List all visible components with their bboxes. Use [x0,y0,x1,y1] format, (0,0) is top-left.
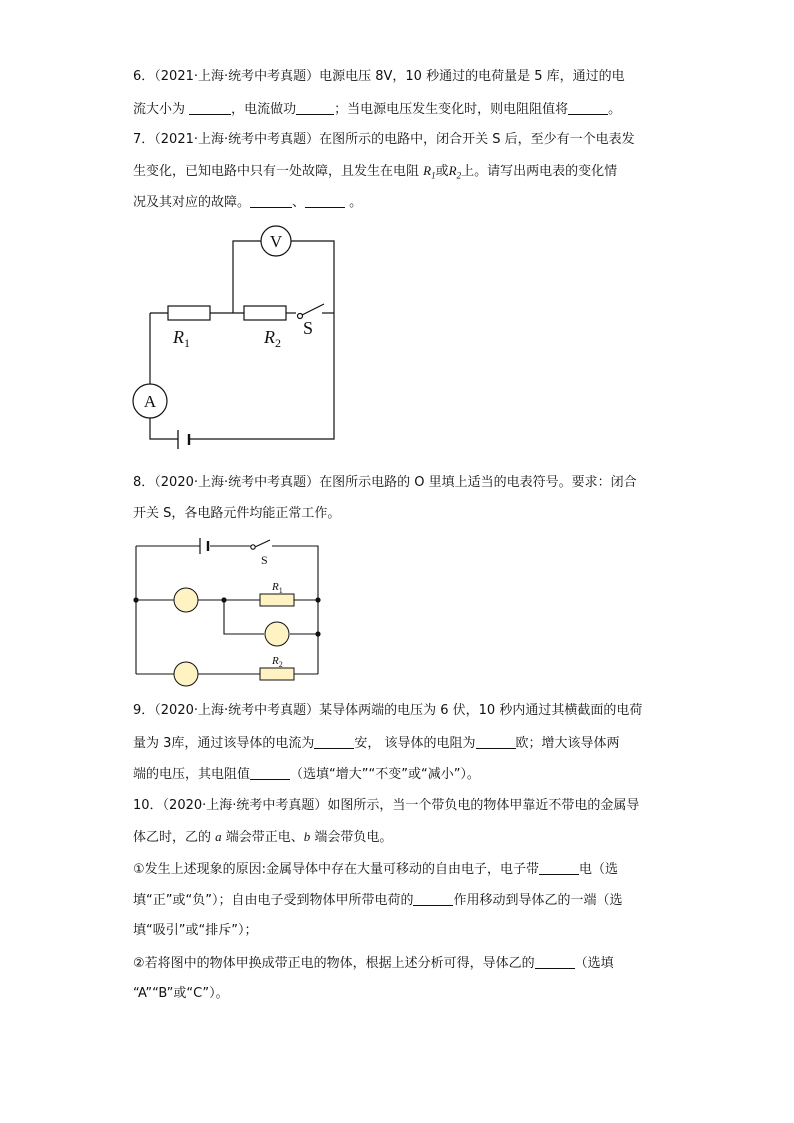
q9-line-2 [133,736,620,750]
q7-r1-symbol: R [423,163,432,178]
q9-blank-resistance[interactable] [476,736,516,749]
q8-switch-contact [251,545,255,549]
q10-blank-choice[interactable] [535,956,575,969]
q7-line-2 [133,164,617,181]
q9-blank-current[interactable] [314,736,354,749]
q6-text-c: ；当电源电压发生变化时，则电阻阻值将 [334,102,569,117]
q10-text-h: ②若将图中的物体甲换成带正电的物体，根据上述分析可得，导体乙的 [133,956,535,971]
q7-r2-symbol: R [448,163,457,178]
q6-blank-work[interactable] [296,102,334,115]
q7-text-e: 、 [292,195,306,210]
q8-wires [136,540,318,674]
q8-meter-circle-1[interactable] [174,588,198,612]
q9-text-c: 欧；增大该导体两 [515,736,620,751]
q6-text-a: 流大小为 [133,102,190,117]
q7-text-d: 况及其对应的故障。 [133,195,251,210]
q10-end-a: a [215,829,222,844]
q8-circuit-diagram [128,532,324,688]
q10-text-e: 电（选 [579,862,619,877]
q9-text-b: 安， 该导体的电阻为 [354,736,476,751]
q6-line-1: 6．（2021·上海·统考中考真题）电源电压 8V，10 秒通过的电荷量是 5 库，通过的电 [133,69,625,84]
q9-blank-change[interactable] [250,767,290,780]
q10-end-b: b [303,829,311,844]
q8-line-1: 8．（2020·上海·统考中考真题）在图所示电路的 O 里填上适当的电表符号。要求：闭合 [133,475,637,490]
q7-blank-1[interactable] [250,195,292,208]
q10-text-a: 体乙时，乙的 [133,830,216,845]
q7-label-r1: $R_1$ [173,327,190,350]
q7-circuit-diagram [128,222,340,448]
q10-blank-charge[interactable] [539,862,579,875]
q10-blank-force[interactable] [413,893,453,906]
q8-junction-right-middle [315,631,320,636]
q8-junction-right-top [315,597,320,602]
q7-ammeter-label: A [143,392,157,411]
q7-label-switch: S [303,318,314,338]
q7-blank-2[interactable] [305,195,345,208]
q9-text-d: 端的电压，其电阻值 [133,767,251,782]
q10-text-g: 作用移动到导体乙的一端（选 [453,893,623,908]
q7-line-3 [133,195,362,209]
q8-label-switch: S [261,553,268,567]
q10-line-3 [133,862,618,876]
q6-blank-resistance[interactable] [568,102,608,115]
q8-line-2: 开关 S，各电路元件均能正常工作。 [133,506,341,521]
q8-resistor-r1 [260,594,294,606]
q7-text-a: 生变化，已知电路中只有一处故障，且发生在电阻 [133,164,424,179]
q8-meter-circle-2[interactable] [265,622,289,646]
q9-line-1: 9．（2020·上海·统考中考真题）某导体两端的电压为 6 伏，10 秒内通过其横截面的电荷 [133,703,643,718]
q7-voltmeter-label: V [269,232,283,251]
q7-text-c: 上。请写出两电表的变化情 [461,164,618,179]
q10-text-b: 端会带正电、 [221,830,304,845]
q7-r1-sub: 1 [431,170,436,181]
q10-text-f: 填“正”或“负”）；自由电子受到物体甲所带电荷的 [133,893,414,908]
q10-line-4 [133,893,622,907]
q6-text-d: 。 [608,102,622,117]
q10-line-6 [133,956,614,970]
q7-resistor-r1 [168,306,210,320]
q9-text-e: （选填“增大”“不变”或“减小”）。 [290,767,480,782]
q8-meter-circle-3[interactable] [174,662,198,686]
q8-resistor-r2 [260,668,294,680]
q9-line-3 [133,767,480,781]
q9-text-a: 量为 3库，通过该导体的电流为 [133,736,315,751]
q7-label-r2: $R_2$ [264,327,281,350]
q6-text-b: ，电流做功 [231,102,297,117]
q8-label-r1: $R_1$ [272,581,283,595]
q6-line-2 [133,102,621,116]
q8-junction-middle [221,597,226,602]
q7-resistor-r2 [244,306,286,320]
q7-text-b: 或 [435,164,449,179]
q10-text-i: （选填 [574,956,614,971]
q10-line-5: 填“吸引”或“排斥”）； [133,923,258,938]
q6-blank-current[interactable] [189,102,231,115]
q7-line-1: 7．（2021·上海·统考中考真题）在图所示的电路中，闭合开关 S 后，至少有一个电表发 [133,132,635,147]
q10-text-c: 端会带负电。 [310,830,393,845]
q10-line-1: 10．（2020·上海·统考中考真题）如图所示，当一个带负电的物体甲靠近不带电的金属导 [133,798,640,813]
q7-switch-contact [298,314,303,319]
q8-label-r2: $R_2$ [272,655,283,669]
q7-text-f: 。 [345,195,363,210]
q7-r2-sub: 2 [456,170,462,181]
q10-text-d: ①发生上述现象的原因:金属导体中存在大量可移动的自由电子，电子带 [133,862,540,877]
q8-junction-left [133,597,138,602]
q10-line-2 [133,830,392,844]
q10-line-7: “A”“B”或“C”）。 [133,986,229,1001]
